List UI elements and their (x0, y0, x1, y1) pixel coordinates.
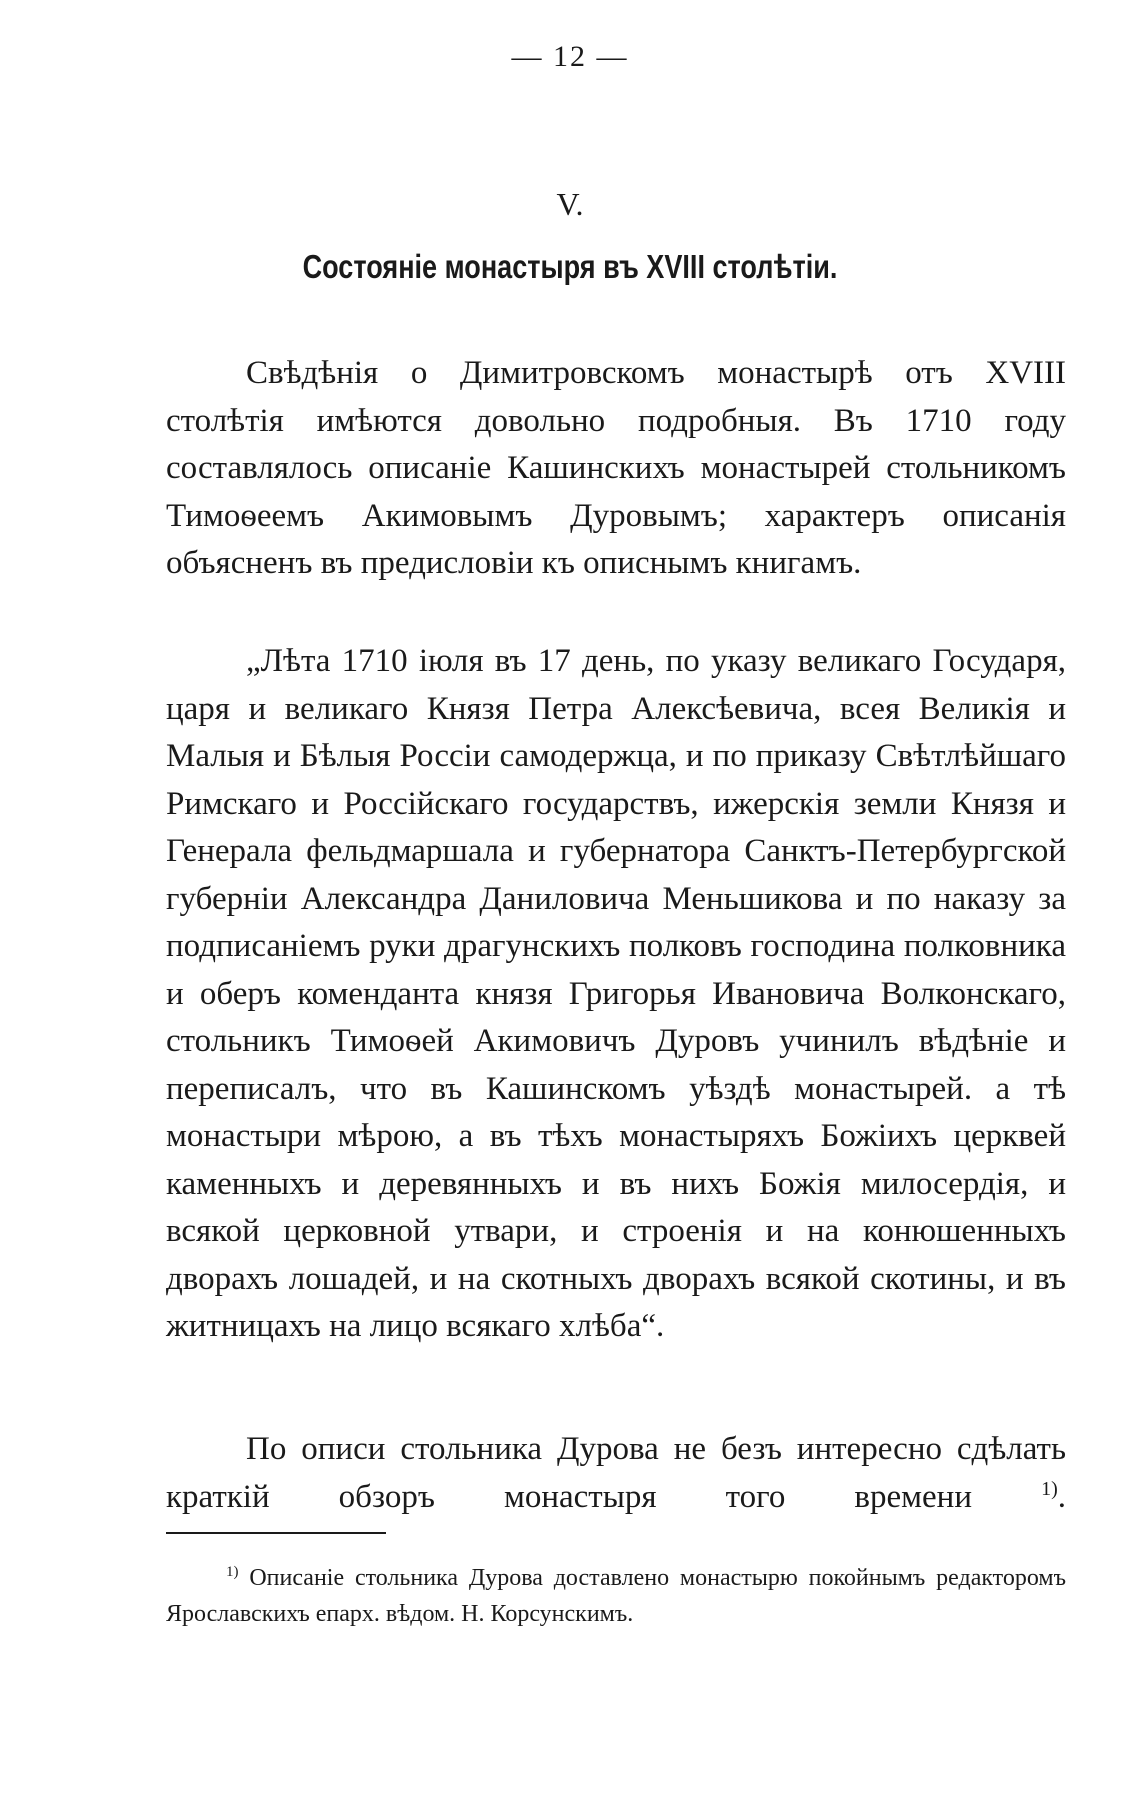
paragraph-2-quote (166, 638, 1066, 1351)
footnote-divider (166, 1532, 386, 1534)
chapter-title: Состояніе монастыря въ XVIII столѣтіи. (302, 248, 838, 285)
paragraph-end-punctuation: . (1057, 1478, 1066, 1515)
footnote-reference[interactable]: 1) (1041, 1477, 1058, 1500)
chapter-numeral: V. (556, 186, 584, 222)
paragraph-text: Свѣдѣнія о Димитровскомъ монастырѣ отъ XVIII столѣтія имѣются довольно подробныя. Въ 1710 году составлялось описаніе Кашинскихъ монастырей стольникомъ Тимоѳеемъ Акимовымъ Дуровымъ; характеръ описанія объясненъ въ предисловіи къ описнымъ книгамъ. (166, 355, 1066, 581)
footnote (166, 1560, 1066, 1632)
paragraph-text: По описи стольника Дурова не безъ интересно сдѣлать краткій обзоръ монастыря того времени (166, 1431, 1066, 1515)
paragraph-1 (166, 350, 1066, 588)
footnote-text: Описаніе стольника Дурова доставлено монастырю покойнымъ редакторомъ Ярославскихъ епарх. вѣдом. Н. Корсунскимъ. (166, 1565, 1066, 1627)
paragraph-text: „Лѣта 1710 іюля въ 17 день, по указу великаго Государя, царя и великаго Князя Петра Алексѣевича, всея Великія и Малыя и Бѣлыя Россіи самодержца, и по приказу Свѣтлѣйшаго Римскаго и Россійскаго государствъ, ижерскія земли Князя и Генерала фельдмаршала и губернатора Санктъ-Петербургской губерніи Александра Даниловича Меньшикова и по наказу за подписаніемъ руки драгунскихъ полковъ господина полковника и оберъ коменданта князя Григорья Ивановича Волконскаго, стольникъ Тимоѳей Акимовичъ Дуровъ учинилъ вѣдѣніе и переписалъ, что въ Кашинскомъ уѣздѣ монастырей. а тѣ монастыри мѣрою, а въ тѣхъ монастыряхъ Божіихъ церквей каменныхъ и деревянныхъ и въ нихъ Божія милосердія, и всякой церковной утвари, и строенія и на конюшенныхъ дворахъ лошадей, и на скотныхъ дворахъ всякой скотины, и въ житницахъ на лицо всякаго хлѣба“. (166, 643, 1066, 1344)
paragraph-3 (166, 1426, 1066, 1521)
paragraph-3-container (166, 1426, 1066, 1521)
footnote-mark: 1) (226, 1564, 239, 1580)
page-number: — 12 — (511, 40, 629, 73)
